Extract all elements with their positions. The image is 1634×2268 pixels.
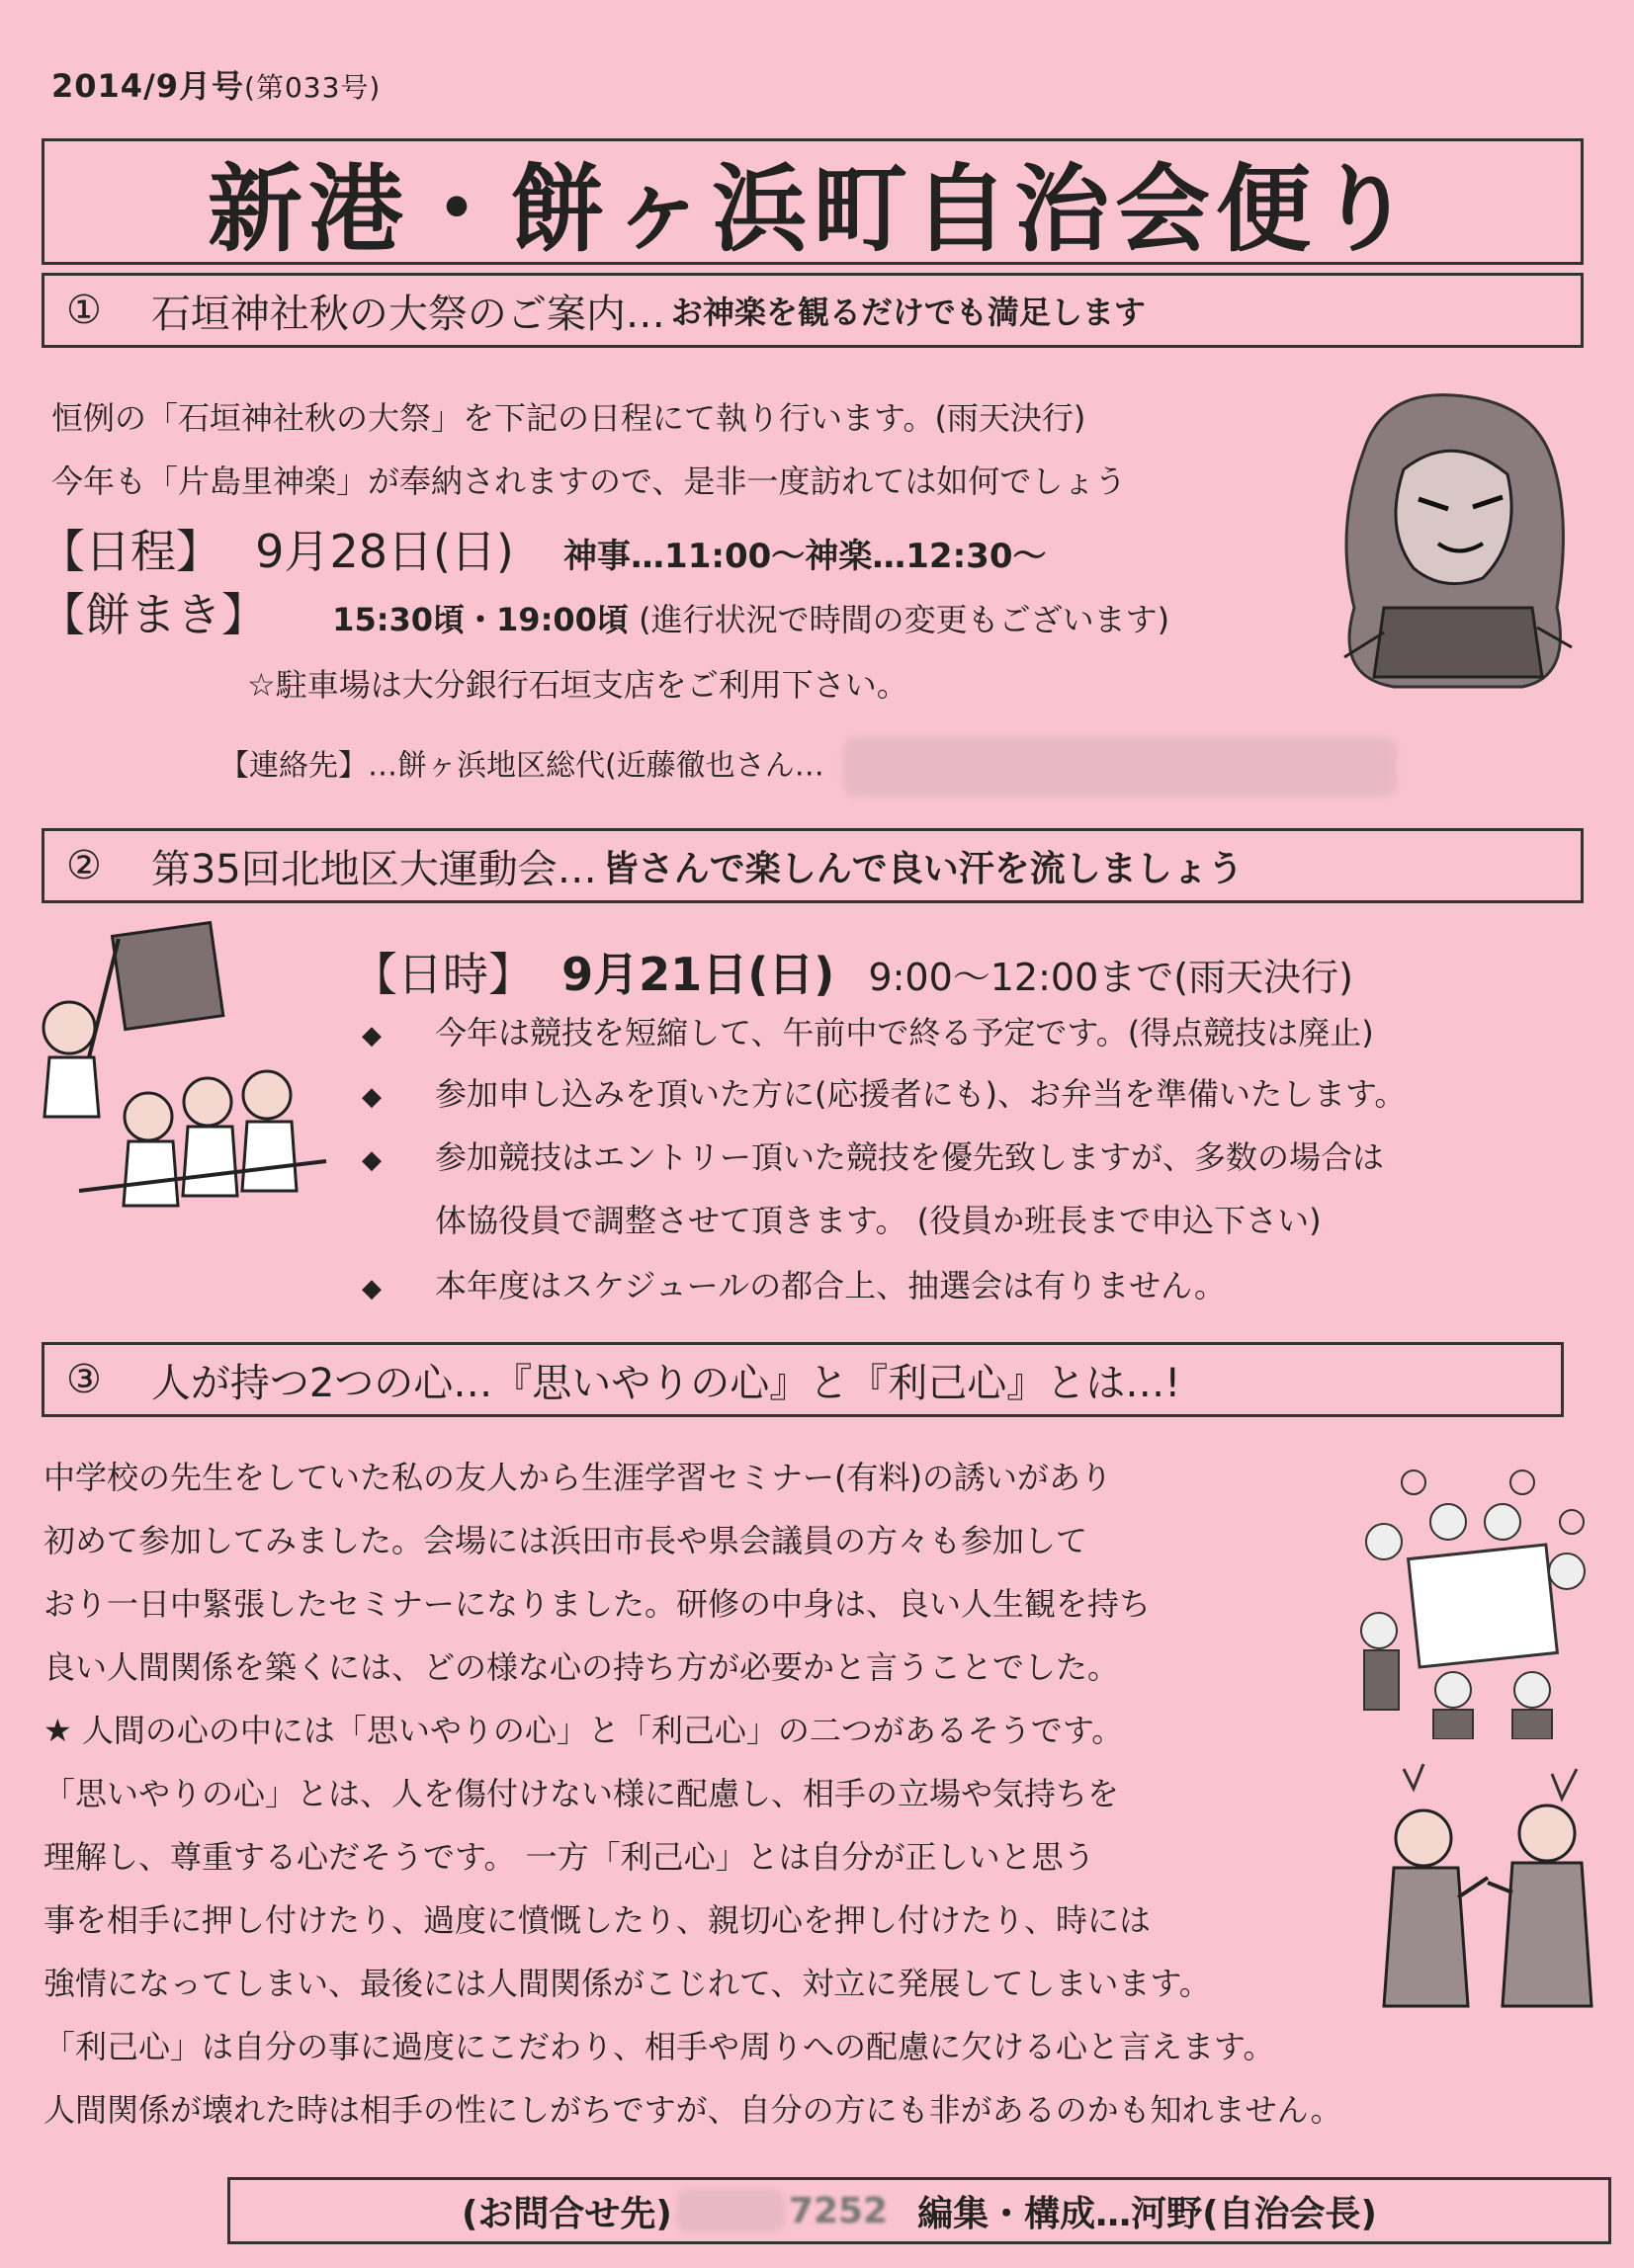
issue-month: 2014/9月号 (51, 67, 245, 105)
body-line: 良い人間関係を築くには、どの様な心の持ち方が必要かと言うことでした。 (43, 1648, 1120, 1686)
schedule-date: 9月28日(日) (255, 525, 514, 578)
footer-editor: 編集・構成…河野(自治会長) (917, 2193, 1378, 2234)
section1-number: ① (66, 288, 102, 333)
issue-number: (第033号) (244, 71, 382, 104)
footer-contact-box (227, 2177, 1611, 2244)
section2-header (42, 828, 1584, 903)
argument-illustration (1364, 1759, 1611, 2016)
bullet-text: 参加競技はエントリー頂いた競技を優先致しますが、多数の場合は (435, 1138, 1385, 1176)
diamond-bullet-icon: ◆ (362, 1082, 382, 1112)
bullet-item (362, 1261, 1226, 1306)
footer-contact-label: (お問合せ先) (461, 2193, 672, 2234)
section1-paragraph-2: 今年も「片島里神楽」が奉納されますので、是非一度訪れては如何でしょう (51, 462, 1127, 500)
bullet-item (362, 1008, 1374, 1053)
body-line: 中学校の先生をしていた私の友人から生涯学習セミナー(有料)の誘いがあり (43, 1459, 1112, 1496)
bullet-continuation: 体協役員で調整させて頂きます。 (役員か班長まで申込下さい) (435, 1202, 1322, 1239)
section3-heading: 人が持つ2つの心…『思いやりの心』と『利己心』とは…! (150, 1360, 1181, 1406)
section1-subheading: お神楽を観るだけでも満足します (670, 294, 1146, 331)
redacted-phone (676, 2189, 785, 2232)
diamond-bullet-icon: ◆ (362, 1021, 382, 1050)
section3-header (42, 1342, 1564, 1417)
section1-paragraph-1: 恒例の「石垣神社秋の大祭」を下記の日程にて執り行います。(雨天決行) (51, 399, 1086, 437)
section2-heading: 第35回北地区大運動会… (150, 846, 597, 892)
kagura-mask-illustration (1325, 380, 1591, 697)
bullet-text: 参加申し込みを頂いた方に(応援者にも)、お弁当を準備いたします。 (435, 1075, 1407, 1113)
body-line: 「利己心」は自分の事に過度にこだわり、相手や周りへの配慮に欠ける心と言えます。 (43, 2028, 1275, 2065)
newsletter-title: 新港・餅ヶ浜町自治会便り (208, 153, 1418, 265)
parking-note: ☆駐車場は大分銀行石垣支店をご利用下さい。 (247, 666, 908, 704)
bullet-text: 本年度はスケジュールの都合上、抽選会は有りません。 (435, 1267, 1227, 1304)
title-box (42, 138, 1584, 265)
contact-row (219, 737, 1397, 797)
body-line: 人間関係が壊れた時は相手の性にしがちですが、自分の方にも非があるのかも知れません。 (43, 2091, 1342, 2129)
section2-subheading: 皆さんで楽しんで良い汗を流しましょう (602, 848, 1244, 889)
datetime-date: 9月21日(日) (561, 948, 835, 1001)
section1-header (42, 273, 1584, 348)
sports-day-illustration (40, 919, 346, 1245)
body-line: 強情になってしまい、最後には人間関係がこじれて、対立に発展してしまいます。 (43, 1965, 1211, 2002)
schedule-detail: 神事…11:00〜神楽…12:30〜 (563, 537, 1047, 576)
diamond-bullet-icon: ◆ (362, 1145, 382, 1175)
schedule-row (40, 516, 1047, 581)
body-line: おり一日中緊張したセミナーになりました。研修の中身は、良い人生観を持ち (43, 1585, 1152, 1623)
bullet-text: 今年は競技を短縮して、午前中で終る予定です。(得点競技は廃止) (435, 1014, 1374, 1051)
datetime-label: 【日時】 (352, 948, 534, 1001)
mochi-times: 15:30頃・19:00頃 (332, 601, 629, 638)
redacted-phone (843, 737, 1397, 797)
seminar-illustration (1354, 1463, 1611, 1739)
body-line: 理解し、尊重する心だそうです。 一方「利己心」とは自分が正しいと思う (43, 1838, 1095, 1876)
body-line: 「思いやりの心」とは、人を傷付けない様に配慮し、相手の立場や気持ちを (43, 1775, 1120, 1812)
section1-heading: 石垣神社秋の大祭のご案内… (150, 291, 665, 337)
bullet-item (362, 1133, 1384, 1178)
bullet-item (362, 1069, 1406, 1115)
contact-text: 【連絡先】…餅ヶ浜地区総代(近藤徹也さん… (219, 748, 824, 784)
datetime-detail: 9:00〜12:00まで(雨天決行) (868, 956, 1353, 999)
diamond-bullet-icon: ◆ (362, 1274, 382, 1303)
body-line: ★ 人間の心の中には「思いやりの心」と「利己心」の二つがあるそうです。 (43, 1712, 1124, 1749)
body-line: 初めて参加してみました。会場には浜田市長や県会議員の方々も参加して (43, 1522, 1088, 1559)
section3-number: ③ (66, 1357, 102, 1402)
issue-date (51, 61, 381, 107)
mochi-row (40, 579, 1169, 644)
schedule-label: 【日程】 (40, 525, 221, 578)
body-line: 事を相手に押し付けたり、過度に憤慨したり、親切心を押し付けたり、時には (43, 1901, 1152, 1939)
mochi-label: 【餅まき】 (40, 588, 267, 641)
footer-phone: 7252 (788, 2190, 889, 2231)
mochi-note: (進行状況で時間の変更もございます) (639, 601, 1170, 638)
section2-number: ② (66, 843, 102, 888)
datetime-row (352, 939, 1353, 1004)
